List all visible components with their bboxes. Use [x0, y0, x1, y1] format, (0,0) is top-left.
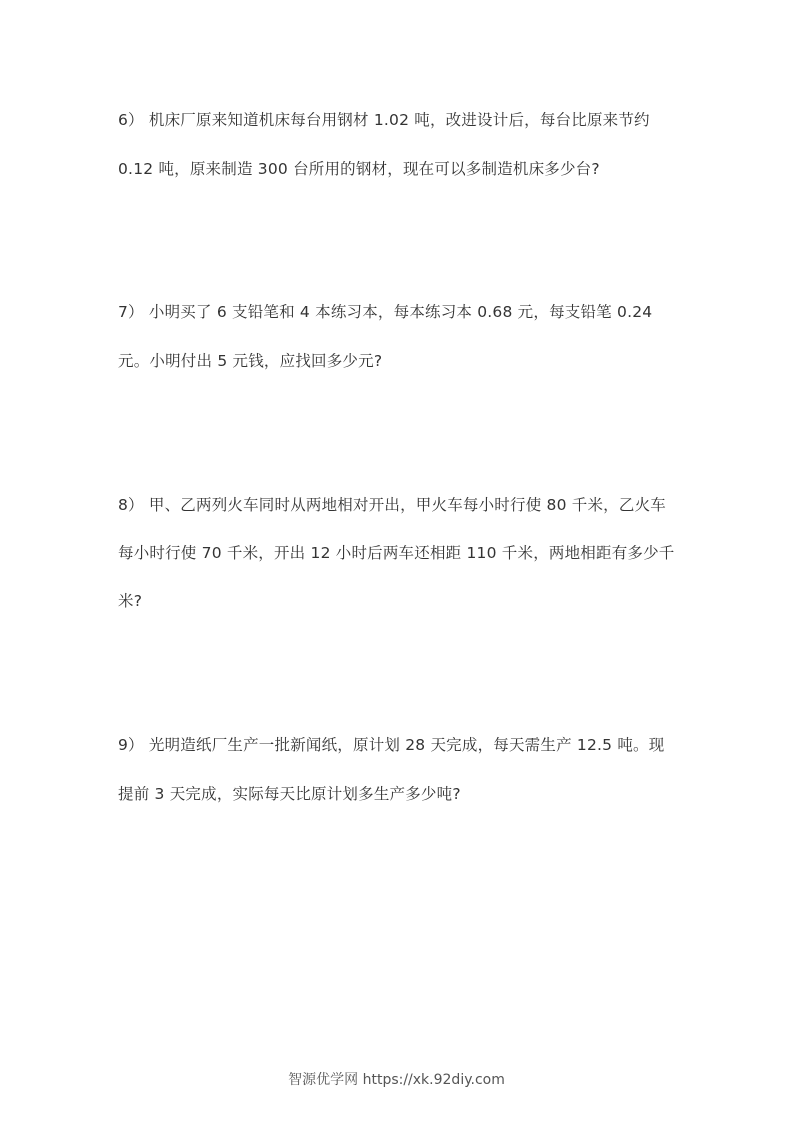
footer-watermark: 智源优学网 https://xk.92diy.com [288, 1072, 505, 1088]
question-9-line-2: 提前 3 天完成，实际每天比原计划多生产多少吨? [118, 785, 461, 803]
question-7-line-2: 元。小明付出 5 元钱，应找回多少元? [118, 352, 383, 370]
question-6-line-1: 6） 机床厂原来知道机床每台用钢材 1.02 吨，改进设计后，每台比原来节约 [118, 111, 650, 129]
question-9-line-1: 9） 光明造纸厂生产一批新闻纸，原计划 28 天完成，每天需生产 12.5 吨。现 [118, 736, 665, 754]
question-8-line-1: 8） 甲、乙两列火车同时从两地相对开出，甲火车每小时行使 80 千米，乙火车 [118, 496, 666, 514]
question-6-line-2: 0.12 吨，原来制造 300 台所用的钢材，现在可以多制造机床多少台? [118, 160, 600, 178]
question-7-line-1: 7） 小明买了 6 支铅笔和 4 本练习本，每本练习本 0.68 元，每支铅笔 0.24 [118, 303, 653, 321]
question-8-line-2: 每小时行使 70 千米，开出 12 小时后两车还相距 110 千米，两地相距有多少千 [118, 544, 675, 562]
question-8-line-3: 米? [118, 592, 143, 610]
